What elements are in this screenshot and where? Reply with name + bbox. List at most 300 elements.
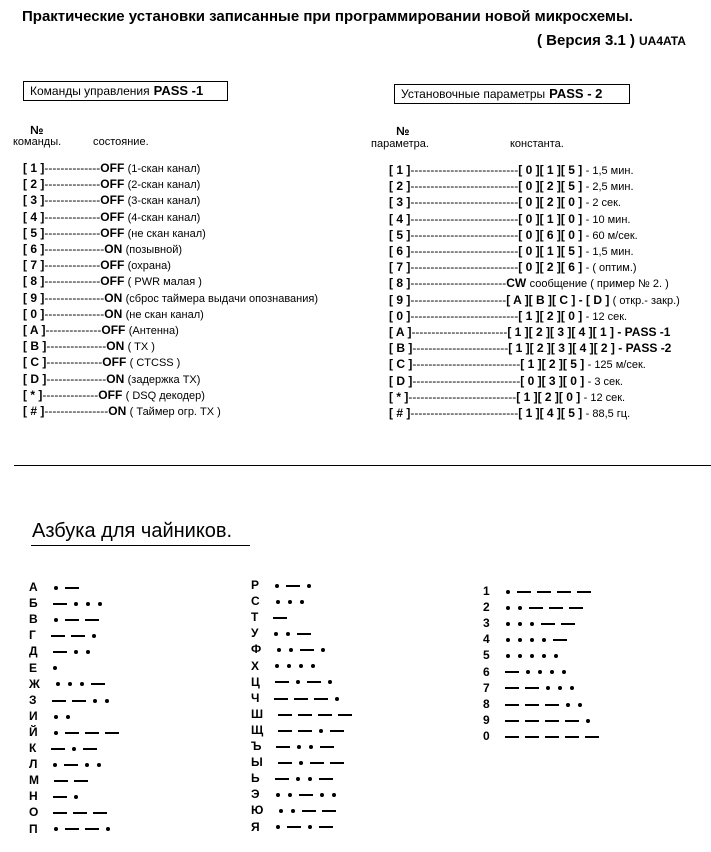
morse-char: Я (251, 819, 260, 834)
morse-dot (93, 699, 97, 703)
morse-row (29, 644, 94, 658)
morse-dot (66, 715, 70, 719)
morse-dot (299, 761, 303, 765)
morse-row (251, 642, 329, 656)
morse-row (483, 616, 578, 630)
param-key: [ 2 ] (389, 179, 411, 194)
leader-dashes: ------------------------ (410, 276, 507, 291)
param-row (389, 212, 630, 227)
morse-dot (80, 682, 84, 686)
morse-dash (278, 730, 292, 732)
morse-row (251, 739, 337, 753)
command-state: ON (104, 290, 123, 305)
morse-row (251, 820, 336, 834)
morse-code (270, 610, 290, 624)
morse-char: Ю (251, 803, 264, 818)
morse-dot (68, 682, 72, 686)
param-key: [ 0 ] (389, 308, 411, 323)
command-row (23, 291, 318, 306)
morse-dash (274, 698, 288, 700)
morse-dash (83, 748, 97, 750)
morse-char: 4 (483, 632, 490, 647)
morse-row (251, 626, 314, 640)
leader-dashes: --------------------------- (412, 373, 521, 388)
param-key: [ 1 ] (389, 163, 411, 177)
morse-char: Г (29, 628, 36, 643)
morse-dash (545, 704, 559, 706)
morse-dot (558, 686, 562, 690)
morse-char: О (29, 805, 39, 820)
morse-dot (54, 731, 58, 735)
param-key: [ B ] (389, 341, 413, 356)
morse-dot (300, 600, 304, 604)
morse-char: Д (29, 644, 38, 659)
morse-dot (287, 664, 291, 668)
leader-dashes: -------------- (45, 323, 102, 337)
morse-char: П (29, 821, 38, 836)
param-note: - 1,5 мин. (585, 246, 634, 258)
morse-dot (291, 809, 295, 813)
param-row (389, 228, 638, 243)
param-const: [ 1 ][ 2 ][ 0 ] (516, 389, 581, 404)
command-state: OFF (100, 225, 125, 240)
morse-code (50, 596, 106, 610)
morse-code (275, 755, 347, 769)
morse-char: Н (29, 789, 38, 804)
morse-dot (550, 670, 554, 674)
command-state: ON (104, 306, 123, 321)
leader-dashes: -------------- (44, 209, 101, 224)
leader-dashes: ------------------------ (410, 292, 507, 307)
command-key: [ 7 ] (23, 258, 45, 273)
command-row (23, 177, 200, 192)
morse-dash (525, 687, 539, 689)
command-key: [ 2 ] (23, 177, 45, 192)
command-key: [ B ] (23, 339, 47, 354)
morse-code (49, 661, 61, 675)
morse-code (50, 612, 102, 626)
morse-dot (542, 654, 546, 658)
morse-dot (578, 703, 582, 707)
morse-dot (85, 763, 89, 767)
command-row (23, 388, 205, 403)
morse-code (48, 741, 100, 755)
param-row (389, 195, 621, 210)
leader-dashes: --------------------------- (410, 163, 519, 177)
morse-dash (557, 591, 571, 593)
morse-code (271, 578, 315, 592)
morse-dot (530, 654, 534, 658)
leader-dashes: ------------------------ (412, 341, 509, 356)
morse-dot (308, 825, 312, 829)
param-key: [ 4 ] (389, 211, 411, 226)
params-col-no-sub: параметра. (371, 138, 429, 150)
morse-dot (299, 664, 303, 668)
param-row (389, 163, 634, 178)
morse-dash (561, 623, 575, 625)
morse-row (29, 805, 110, 819)
morse-dot (53, 666, 57, 670)
morse-char: Э (251, 787, 260, 802)
page-title: Практические установки записанные при программировании новой микросхемы. (22, 8, 633, 25)
morse-dot (566, 703, 570, 707)
command-row (23, 193, 200, 208)
param-row (389, 341, 671, 356)
morse-dot (311, 664, 315, 668)
morse-code (50, 805, 110, 819)
commands-col-state: состояние. (93, 136, 149, 148)
param-key: [ A ] (389, 325, 412, 339)
morse-dash (318, 714, 332, 716)
param-const: [ 0 ][ 1 ][ 5 ] (518, 244, 583, 258)
command-key: [ 1 ] (23, 161, 45, 175)
morse-dash (51, 635, 65, 637)
version-label: ( Версия 3.1 ) (537, 32, 635, 49)
param-row (389, 374, 623, 389)
command-key: [ * ] (23, 387, 43, 402)
command-key: [ 5 ] (23, 225, 45, 240)
param-const: [ 0 ][ 3 ][ 0 ] (520, 373, 585, 388)
command-row (23, 404, 221, 419)
morse-dot (320, 793, 324, 797)
command-note: ( DSQ декодер) (125, 389, 205, 402)
morse-dash (322, 810, 336, 812)
morse-dash (553, 639, 567, 641)
morse-dot (54, 715, 58, 719)
morse-dot (74, 795, 78, 799)
params-col-no: № (396, 124, 410, 138)
morse-dash (525, 704, 539, 706)
morse-dot (92, 634, 96, 638)
morse-row (29, 677, 108, 691)
morse-char: Ж (29, 676, 40, 691)
morse-dot (289, 648, 293, 652)
morse-dash (51, 748, 65, 750)
command-key: [ D ] (23, 371, 47, 386)
morse-dash (545, 720, 559, 722)
param-key: [ 9 ] (389, 292, 411, 307)
command-note: (не скан канал) (125, 308, 204, 321)
morse-row (483, 632, 570, 646)
morse-char: Ш (251, 706, 264, 721)
morse-dot (275, 664, 279, 668)
commands-box-pass: PASS -1 (153, 83, 204, 98)
morse-dot (106, 827, 110, 831)
morse-char: С (251, 594, 260, 609)
morse-dot (98, 602, 102, 606)
morse-row (251, 691, 343, 705)
leader-dashes: --------------- (46, 339, 107, 354)
morse-row (251, 787, 340, 801)
morse-dot (319, 729, 323, 733)
leader-dashes: --------------------------- (410, 308, 519, 323)
morse-row (251, 707, 355, 721)
morse-code (51, 773, 91, 787)
morse-char: Ъ (251, 739, 262, 753)
morse-dash (505, 671, 519, 673)
command-note: (2-скан канал) (127, 179, 201, 192)
morse-dash (298, 714, 312, 716)
morse-dash (91, 683, 105, 685)
morse-char: 0 (483, 728, 490, 743)
param-note: - 125 м/сек. (587, 359, 646, 372)
command-note: (Антенна) (128, 325, 179, 337)
morse-dot (546, 686, 550, 690)
morse-code (272, 594, 308, 608)
morse-dot (297, 745, 301, 749)
morse-title: Азбука для чайников. (32, 520, 233, 542)
command-row (23, 307, 204, 322)
morse-char: Й (29, 724, 38, 739)
command-key: [ A ] (23, 323, 46, 337)
command-row (23, 242, 182, 257)
morse-dash (319, 826, 333, 828)
morse-code (502, 681, 578, 695)
command-note: (1-скан канал) (127, 163, 201, 175)
command-state: OFF (100, 274, 125, 289)
command-key: [ 0 ] (23, 306, 45, 321)
morse-char: 1 (483, 584, 490, 598)
command-state: ON (106, 339, 125, 354)
morse-char: В (29, 612, 38, 627)
morse-row (29, 628, 100, 642)
param-row (389, 293, 680, 308)
leader-dashes: --------------- (46, 371, 107, 386)
morse-title-underline (31, 545, 250, 546)
param-key: [ 5 ] (389, 227, 411, 242)
morse-dash (93, 812, 107, 814)
leader-dashes: --------------------------- (410, 406, 519, 420)
morse-dot (54, 827, 58, 831)
command-note: ( CTCSS ) (129, 357, 181, 370)
morse-dot (86, 650, 90, 654)
morse-char: А (29, 580, 38, 594)
morse-dot (506, 590, 510, 594)
command-key: [ 8 ] (23, 274, 45, 289)
morse-dash (299, 794, 313, 796)
param-row (389, 260, 637, 275)
morse-char: Р (251, 578, 260, 592)
morse-dot (335, 697, 339, 701)
morse-char: Х (251, 658, 260, 673)
leader-dashes: --------------- (44, 242, 105, 256)
morse-dot (296, 680, 300, 684)
morse-char: 5 (483, 648, 490, 663)
command-row (23, 161, 200, 176)
morse-char: З (29, 692, 37, 707)
morse-code (502, 584, 594, 598)
param-key: [ 8 ] (389, 276, 411, 291)
command-row (23, 226, 206, 241)
commands-col-no: № (30, 123, 44, 137)
morse-dot (554, 654, 558, 658)
morse-dot (286, 632, 290, 636)
morse-dash (319, 778, 333, 780)
morse-row (251, 803, 339, 817)
param-const: [ 0 ][ 2 ][ 6 ] (518, 260, 583, 275)
param-row (389, 325, 670, 340)
morse-char: К (29, 741, 37, 755)
commands-box-label: Команды управления (30, 84, 150, 98)
morse-dot (506, 622, 510, 626)
morse-dash (545, 736, 559, 738)
morse-dash (85, 732, 99, 734)
morse-row (251, 675, 336, 689)
command-note: (охрана) (127, 260, 171, 273)
morse-dash (338, 714, 352, 716)
morse-dot (332, 793, 336, 797)
morse-code (272, 820, 336, 834)
morse-row (483, 681, 578, 695)
morse-row (29, 661, 61, 675)
param-row (389, 357, 646, 372)
morse-dot (586, 719, 590, 723)
leader-dashes: -------------- (44, 193, 101, 208)
morse-char: 8 (483, 696, 490, 711)
leader-dashes: -------------- (44, 161, 101, 175)
morse-dash (74, 780, 88, 782)
command-key: [ 4 ] (23, 209, 45, 224)
morse-char: Ь (251, 771, 260, 786)
morse-dash (54, 780, 68, 782)
morse-code (502, 697, 586, 711)
morse-char: 6 (483, 664, 490, 679)
section-divider (14, 465, 711, 466)
morse-dash (65, 619, 79, 621)
command-state: OFF (100, 193, 125, 208)
param-const: [ 1 ][ 2 ][ 0 ] (518, 308, 583, 323)
morse-row (251, 578, 315, 592)
param-const: [ 0 ][ 2 ][ 5 ] (518, 179, 583, 194)
command-state: ON (106, 371, 125, 386)
morse-row (29, 612, 102, 626)
morse-dot (321, 648, 325, 652)
morse-char: Т (251, 610, 259, 625)
morse-dot (518, 606, 522, 610)
morse-dash (505, 704, 519, 706)
morse-dash (276, 746, 290, 748)
morse-code (272, 771, 336, 785)
command-note: ( TX ) (127, 341, 155, 354)
morse-row (29, 741, 100, 755)
params-box (394, 84, 630, 104)
command-row (23, 258, 171, 273)
command-state: OFF (101, 323, 126, 337)
morse-dash (569, 607, 583, 609)
morse-dot (74, 602, 78, 606)
param-note: - 12 сек. (583, 391, 626, 404)
param-key: [ 6 ] (389, 244, 411, 258)
morse-code (275, 803, 339, 817)
morse-dash (71, 635, 85, 637)
morse-dot (530, 638, 534, 642)
morse-char: И (29, 708, 38, 723)
morse-dash (577, 591, 591, 593)
morse-row (251, 594, 308, 608)
morse-code (50, 725, 122, 739)
command-note: (4-скан канал) (127, 211, 201, 224)
morse-dot (518, 638, 522, 642)
morse-char: М (29, 773, 39, 788)
morse-dash (330, 730, 344, 732)
morse-dot (296, 777, 300, 781)
morse-row (29, 822, 114, 836)
param-const: [ 1 ][ 4 ][ 5 ] (518, 406, 583, 420)
param-note: ( откр.- закр.) (612, 294, 680, 307)
param-key: [ 3 ] (389, 195, 411, 210)
morse-dash (53, 603, 67, 605)
param-row (389, 390, 625, 405)
command-row (23, 372, 200, 387)
morse-dot (538, 670, 542, 674)
morse-dash (310, 762, 324, 764)
command-key: [ C ] (23, 355, 47, 370)
morse-row (251, 755, 347, 769)
morse-code (272, 675, 336, 689)
morse-dot (105, 699, 109, 703)
morse-dash (64, 764, 78, 766)
morse-dot (506, 606, 510, 610)
morse-code (273, 642, 329, 656)
morse-row (29, 725, 122, 739)
morse-dot (288, 793, 292, 797)
morse-code (50, 580, 82, 594)
morse-row (29, 773, 91, 787)
morse-dot (72, 747, 76, 751)
morse-code (50, 644, 94, 658)
morse-dash (275, 778, 289, 780)
leader-dashes: --------------------------- (410, 211, 519, 226)
command-note: (позывной) (125, 244, 183, 256)
command-note: (3-скан канал) (127, 195, 201, 208)
param-row (389, 276, 669, 291)
morse-dash (65, 587, 79, 589)
param-note: - 2,5 мин. (585, 181, 634, 194)
morse-char: Ф (251, 642, 262, 657)
params-box-pass: PASS - 2 (549, 86, 603, 101)
param-const: [ A ][ B ][ C ] - [ D ] (506, 292, 610, 307)
param-key: [ C ] (389, 357, 413, 372)
param-note: - 10 мин. (585, 213, 631, 226)
morse-code (50, 789, 82, 803)
command-key: [ 6 ] (23, 242, 45, 256)
command-state: ON (104, 242, 123, 256)
param-const: [ 0 ][ 1 ][ 5 ] (518, 163, 583, 177)
command-state: OFF (100, 177, 125, 192)
morse-dash (298, 730, 312, 732)
morse-dash (85, 619, 99, 621)
morse-code (272, 787, 340, 801)
leader-dashes: --------------------------- (410, 195, 519, 210)
morse-dot (518, 622, 522, 626)
leader-dashes: --------------------------- (412, 357, 521, 372)
param-const: [ 0 ][ 2 ][ 0 ] (518, 195, 583, 210)
morse-dash (53, 796, 67, 798)
morse-dash (314, 698, 328, 700)
morse-code (502, 632, 570, 646)
leader-dashes: --------------------------- (410, 227, 519, 242)
morse-char: 3 (483, 616, 490, 631)
morse-row (29, 693, 113, 707)
morse-dot (97, 763, 101, 767)
param-key: [ # ] (389, 406, 411, 420)
morse-dash (53, 651, 67, 653)
morse-code (273, 739, 337, 753)
morse-code (502, 616, 578, 630)
morse-row (251, 723, 347, 737)
morse-row (29, 757, 105, 771)
leader-dashes: -------------- (44, 258, 101, 273)
